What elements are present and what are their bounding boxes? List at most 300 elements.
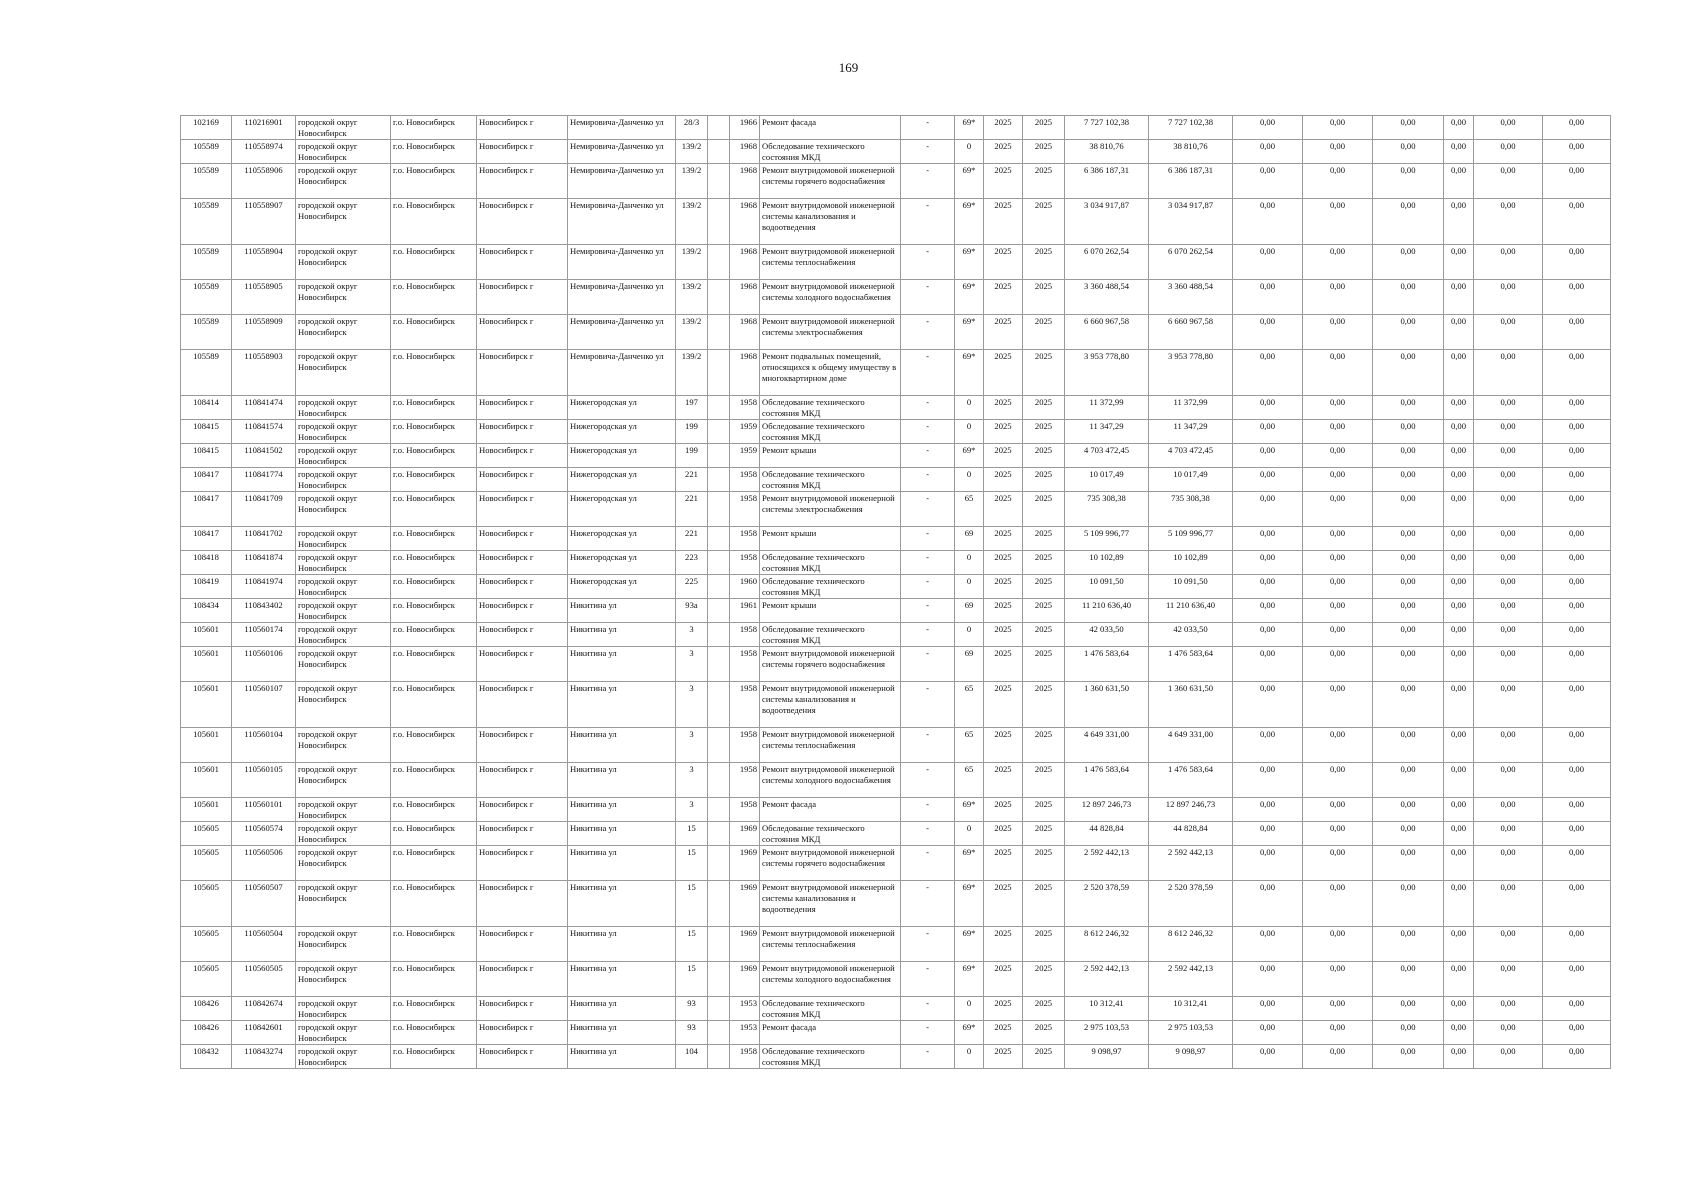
cell-budget-local: 0,00: [1373, 798, 1444, 822]
cell-budget-regional: 0,00: [1303, 420, 1373, 444]
cell-budget-regional: 0,00: [1303, 927, 1373, 962]
cell-budget-regional: 0,00: [1303, 1021, 1373, 1045]
cell-other-funds: 0,00: [1474, 962, 1543, 997]
cell-house-number: 15: [676, 822, 708, 846]
cell-owner-share: 0,00: [1444, 962, 1474, 997]
cell-start-year: 2025: [984, 962, 1023, 997]
cell-settlement: Новосибирск г: [477, 140, 568, 164]
table-row: [181, 420, 1611, 444]
cell-budget-federal: 0,00: [1233, 199, 1303, 245]
cell-building: [708, 245, 730, 280]
cell-street: Нижегородская ул: [568, 396, 676, 420]
cell-unit: -: [901, 927, 955, 962]
table-row: [181, 350, 1611, 396]
cell-municipality: городской округ Новосибирск: [296, 468, 391, 492]
cell-budget-federal: 0,00: [1233, 881, 1303, 927]
cell-work-id: 110841474: [232, 396, 296, 420]
cell-unit: -: [901, 623, 955, 647]
cell-other-funds: 0,00: [1474, 1045, 1543, 1069]
cell-municipal-district: г.о. Новосибирск: [391, 315, 477, 350]
cell-start-year: 2025: [984, 164, 1023, 199]
cell-municipal-district: г.о. Новосибирск: [391, 1045, 477, 1069]
cell-settlement: Новосибирск г: [477, 245, 568, 280]
cell-start-year: 2025: [984, 647, 1023, 682]
cell-unit: -: [901, 997, 955, 1021]
cell-street: Никитина ул: [568, 599, 676, 623]
cell-settlement: Новосибирск г: [477, 575, 568, 599]
cell-unit: -: [901, 846, 955, 881]
cell-extra-funds: 0,00: [1543, 245, 1611, 280]
cell-budget-federal: 0,00: [1233, 962, 1303, 997]
cell-municipal-district: г.о. Новосибирск: [391, 492, 477, 527]
cell-other-funds: 0,00: [1474, 444, 1543, 468]
cell-work-type: Ремонт внутридомовой инженерной системы теплоснабжения: [760, 728, 901, 763]
cell-object-id: 108434: [181, 599, 232, 623]
cell-owner-share: 0,00: [1444, 468, 1474, 492]
cell-start-year: 2025: [984, 881, 1023, 927]
cell-object-id: 108417: [181, 527, 232, 551]
cell-object-id: 105589: [181, 140, 232, 164]
cell-work-id: 110841709: [232, 492, 296, 527]
cell-municipality: городской округ Новосибирск: [296, 575, 391, 599]
cell-municipal-district: г.о. Новосибирск: [391, 997, 477, 1021]
cell-work-type: Ремонт внутридомовой инженерной системы холодного водоснабжения: [760, 962, 901, 997]
cell-unit: -: [901, 444, 955, 468]
cell-fund-cost: 3 953 778,80: [1149, 350, 1233, 396]
table-row: [181, 647, 1611, 682]
cell-end-year: 2025: [1023, 551, 1065, 575]
cell-budget-local: 0,00: [1373, 846, 1444, 881]
cell-budget-regional: 0,00: [1303, 599, 1373, 623]
cell-municipal-district: г.о. Новосибирск: [391, 647, 477, 682]
cell-building: [708, 551, 730, 575]
cell-object-id: 108415: [181, 444, 232, 468]
cell-street: Никитина ул: [568, 728, 676, 763]
cell-extra-funds: 0,00: [1543, 623, 1611, 647]
cell-owner-share: 0,00: [1444, 1045, 1474, 1069]
cell-fund-cost: 2 975 103,53: [1149, 1021, 1233, 1045]
cell-fund-cost: 4 703 472,45: [1149, 444, 1233, 468]
cell-year-built: 1958: [730, 527, 760, 551]
cell-work-type: Обследование технического состояния МКД: [760, 997, 901, 1021]
cell-budget-local: 0,00: [1373, 444, 1444, 468]
cell-building: [708, 492, 730, 527]
cell-fund-cost: 3 360 488,54: [1149, 280, 1233, 315]
cell-municipality: городской округ Новосибирск: [296, 164, 391, 199]
cell-start-year: 2025: [984, 492, 1023, 527]
cell-work-type: Ремонт внутридомовой инженерной системы горячего водоснабжения: [760, 846, 901, 881]
cell-work-type: Ремонт внутридомовой инженерной системы теплоснабжения: [760, 245, 901, 280]
cell-start-year: 2025: [984, 280, 1023, 315]
cell-unit: -: [901, 763, 955, 798]
cell-start-year: 2025: [984, 682, 1023, 728]
cell-house-number: 139/2: [676, 245, 708, 280]
cell-end-year: 2025: [1023, 962, 1065, 997]
cell-budget-federal: 0,00: [1233, 396, 1303, 420]
cell-end-year: 2025: [1023, 199, 1065, 245]
cell-building: [708, 682, 730, 728]
cell-settlement: Новосибирск г: [477, 599, 568, 623]
cell-extra-funds: 0,00: [1543, 997, 1611, 1021]
cell-building: [708, 280, 730, 315]
cell-start-year: 2025: [984, 623, 1023, 647]
cell-wear-percent: 65: [955, 728, 984, 763]
cell-budget-regional: 0,00: [1303, 350, 1373, 396]
cell-municipality: городской округ Новосибирск: [296, 315, 391, 350]
cell-year-built: 1961: [730, 599, 760, 623]
cell-settlement: Новосибирск г: [477, 997, 568, 1021]
cell-work-id: 110558903: [232, 350, 296, 396]
cell-year-built: 1953: [730, 997, 760, 1021]
cell-unit: -: [901, 116, 955, 140]
cell-municipality: городской округ Новосибирск: [296, 245, 391, 280]
cell-other-funds: 0,00: [1474, 468, 1543, 492]
cell-year-built: 1958: [730, 551, 760, 575]
cell-municipal-district: г.о. Новосибирск: [391, 444, 477, 468]
cell-work-id: 110842601: [232, 1021, 296, 1045]
cell-municipality: городской округ Новосибирск: [296, 881, 391, 927]
cell-year-built: 1968: [730, 164, 760, 199]
cell-start-year: 2025: [984, 140, 1023, 164]
cell-settlement: Новосибирск г: [477, 280, 568, 315]
cell-budget-federal: 0,00: [1233, 527, 1303, 551]
cell-end-year: 2025: [1023, 420, 1065, 444]
cell-house-number: 221: [676, 468, 708, 492]
cell-other-funds: 0,00: [1474, 280, 1543, 315]
cell-year-built: 1959: [730, 444, 760, 468]
cell-total-cost: 3 360 488,54: [1065, 280, 1149, 315]
cell-total-cost: 4 703 472,45: [1065, 444, 1149, 468]
cell-owner-share: 0,00: [1444, 728, 1474, 763]
cell-house-number: 197: [676, 396, 708, 420]
cell-extra-funds: 0,00: [1543, 420, 1611, 444]
cell-municipal-district: г.о. Новосибирск: [391, 468, 477, 492]
cell-municipal-district: г.о. Новосибирск: [391, 623, 477, 647]
cell-wear-percent: 0: [955, 997, 984, 1021]
cell-start-year: 2025: [984, 116, 1023, 140]
cell-municipality: городской округ Новосибирск: [296, 280, 391, 315]
cell-owner-share: 0,00: [1444, 420, 1474, 444]
cell-owner-share: 0,00: [1444, 164, 1474, 199]
cell-settlement: Новосибирск г: [477, 881, 568, 927]
cell-year-built: 1968: [730, 280, 760, 315]
table-row: [181, 682, 1611, 728]
cell-object-id: 105589: [181, 164, 232, 199]
cell-work-id: 110560174: [232, 623, 296, 647]
cell-other-funds: 0,00: [1474, 245, 1543, 280]
cell-municipal-district: г.о. Новосибирск: [391, 881, 477, 927]
cell-extra-funds: 0,00: [1543, 164, 1611, 199]
cell-street: Нижегородская ул: [568, 444, 676, 468]
cell-owner-share: 0,00: [1444, 315, 1474, 350]
cell-work-id: 110841574: [232, 420, 296, 444]
cell-fund-cost: 6 386 187,31: [1149, 164, 1233, 199]
cell-settlement: Новосибирск г: [477, 962, 568, 997]
cell-wear-percent: 69: [955, 527, 984, 551]
cell-unit: -: [901, 315, 955, 350]
cell-fund-cost: 11 347,29: [1149, 420, 1233, 444]
cell-owner-share: 0,00: [1444, 822, 1474, 846]
table-row: [181, 1045, 1611, 1069]
cell-house-number: 3: [676, 623, 708, 647]
cell-budget-federal: 0,00: [1233, 763, 1303, 798]
cell-object-id: 108418: [181, 551, 232, 575]
cell-total-cost: 10 102,89: [1065, 551, 1149, 575]
cell-owner-share: 0,00: [1444, 350, 1474, 396]
cell-settlement: Новосибирск г: [477, 551, 568, 575]
cell-budget-regional: 0,00: [1303, 763, 1373, 798]
cell-unit: -: [901, 199, 955, 245]
cell-object-id: 105589: [181, 199, 232, 245]
cell-budget-federal: 0,00: [1233, 280, 1303, 315]
cell-unit: -: [901, 1021, 955, 1045]
cell-street: Нижегородская ул: [568, 420, 676, 444]
cell-work-type: Ремонт внутридомовой инженерной системы теплоснабжения: [760, 927, 901, 962]
cell-wear-percent: 0: [955, 420, 984, 444]
cell-work-type: Обследование технического состояния МКД: [760, 822, 901, 846]
cell-street: Никитина ул: [568, 846, 676, 881]
cell-settlement: Новосибирск г: [477, 350, 568, 396]
cell-fund-cost: 11 372,99: [1149, 396, 1233, 420]
cell-house-number: 225: [676, 575, 708, 599]
cell-building: [708, 728, 730, 763]
cell-other-funds: 0,00: [1474, 682, 1543, 728]
cell-owner-share: 0,00: [1444, 551, 1474, 575]
cell-object-id: 105589: [181, 315, 232, 350]
cell-extra-funds: 0,00: [1543, 763, 1611, 798]
cell-settlement: Новосибирск г: [477, 116, 568, 140]
cell-other-funds: 0,00: [1474, 822, 1543, 846]
cell-budget-federal: 0,00: [1233, 140, 1303, 164]
cell-year-built: 1968: [730, 315, 760, 350]
cell-municipality: городской округ Новосибирск: [296, 420, 391, 444]
table-row: [181, 881, 1611, 927]
cell-unit: -: [901, 245, 955, 280]
cell-extra-funds: 0,00: [1543, 1045, 1611, 1069]
cell-house-number: 139/2: [676, 350, 708, 396]
cell-budget-regional: 0,00: [1303, 647, 1373, 682]
cell-other-funds: 0,00: [1474, 492, 1543, 527]
cell-municipality: городской округ Новосибирск: [296, 647, 391, 682]
cell-street: Никитина ул: [568, 822, 676, 846]
cell-budget-federal: 0,00: [1233, 927, 1303, 962]
cell-wear-percent: 69*: [955, 962, 984, 997]
cell-building: [708, 199, 730, 245]
cell-street: Немировича-Данченко ул: [568, 199, 676, 245]
cell-total-cost: 7 727 102,38: [1065, 116, 1149, 140]
cell-building: [708, 315, 730, 350]
cell-budget-federal: 0,00: [1233, 798, 1303, 822]
cell-extra-funds: 0,00: [1543, 468, 1611, 492]
cell-end-year: 2025: [1023, 116, 1065, 140]
cell-year-built: 1966: [730, 116, 760, 140]
cell-owner-share: 0,00: [1444, 682, 1474, 728]
cell-start-year: 2025: [984, 199, 1023, 245]
cell-settlement: Новосибирск г: [477, 623, 568, 647]
cell-budget-federal: 0,00: [1233, 468, 1303, 492]
table-row: [181, 798, 1611, 822]
cell-budget-federal: 0,00: [1233, 728, 1303, 763]
cell-budget-regional: 0,00: [1303, 468, 1373, 492]
table-row: [181, 599, 1611, 623]
cell-unit: -: [901, 396, 955, 420]
cell-house-number: 93: [676, 1021, 708, 1045]
cell-budget-regional: 0,00: [1303, 245, 1373, 280]
cell-end-year: 2025: [1023, 575, 1065, 599]
cell-budget-federal: 0,00: [1233, 822, 1303, 846]
cell-work-id: 110841974: [232, 575, 296, 599]
cell-settlement: Новосибирск г: [477, 527, 568, 551]
cell-other-funds: 0,00: [1474, 728, 1543, 763]
cell-year-built: 1968: [730, 199, 760, 245]
cell-wear-percent: 69*: [955, 116, 984, 140]
cell-start-year: 2025: [984, 846, 1023, 881]
cell-budget-local: 0,00: [1373, 527, 1444, 551]
cell-budget-regional: 0,00: [1303, 997, 1373, 1021]
cell-total-cost: 10 017,49: [1065, 468, 1149, 492]
cell-end-year: 2025: [1023, 396, 1065, 420]
cell-object-id: 105605: [181, 927, 232, 962]
cell-budget-regional: 0,00: [1303, 728, 1373, 763]
cell-start-year: 2025: [984, 1045, 1023, 1069]
cell-work-id: 110841702: [232, 527, 296, 551]
cell-total-cost: 6 386 187,31: [1065, 164, 1149, 199]
cell-extra-funds: 0,00: [1543, 551, 1611, 575]
cell-wear-percent: 69*: [955, 350, 984, 396]
cell-fund-cost: 1 476 583,64: [1149, 763, 1233, 798]
cell-settlement: Новосибирск г: [477, 199, 568, 245]
cell-end-year: 2025: [1023, 881, 1065, 927]
cell-fund-cost: 44 828,84: [1149, 822, 1233, 846]
cell-house-number: 221: [676, 492, 708, 527]
cell-total-cost: 2 592 442,13: [1065, 846, 1149, 881]
cell-unit: -: [901, 575, 955, 599]
cell-owner-share: 0,00: [1444, 763, 1474, 798]
cell-settlement: Новосибирск г: [477, 492, 568, 527]
cell-budget-local: 0,00: [1373, 763, 1444, 798]
table-row: [181, 199, 1611, 245]
cell-budget-federal: 0,00: [1233, 647, 1303, 682]
cell-work-id: 110560101: [232, 798, 296, 822]
cell-budget-local: 0,00: [1373, 962, 1444, 997]
cell-budget-regional: 0,00: [1303, 846, 1373, 881]
cell-house-number: 139/2: [676, 315, 708, 350]
cell-total-cost: 6 660 967,58: [1065, 315, 1149, 350]
cell-building: [708, 846, 730, 881]
cell-budget-regional: 0,00: [1303, 798, 1373, 822]
cell-budget-federal: 0,00: [1233, 492, 1303, 527]
cell-object-id: 105605: [181, 846, 232, 881]
cell-wear-percent: 0: [955, 575, 984, 599]
cell-fund-cost: 6 070 262,54: [1149, 245, 1233, 280]
cell-total-cost: 10 091,50: [1065, 575, 1149, 599]
cell-other-funds: 0,00: [1474, 116, 1543, 140]
cell-budget-federal: 0,00: [1233, 315, 1303, 350]
cell-budget-regional: 0,00: [1303, 396, 1373, 420]
cell-start-year: 2025: [984, 927, 1023, 962]
cell-municipal-district: г.о. Новосибирск: [391, 728, 477, 763]
cell-budget-local: 0,00: [1373, 140, 1444, 164]
cell-start-year: 2025: [984, 575, 1023, 599]
cell-house-number: 221: [676, 527, 708, 551]
cell-year-built: 1968: [730, 140, 760, 164]
cell-municipal-district: г.о. Новосибирск: [391, 116, 477, 140]
cell-end-year: 2025: [1023, 798, 1065, 822]
cell-work-id: 110841502: [232, 444, 296, 468]
cell-extra-funds: 0,00: [1543, 798, 1611, 822]
cell-building: [708, 623, 730, 647]
cell-municipal-district: г.о. Новосибирск: [391, 927, 477, 962]
cell-unit: -: [901, 350, 955, 396]
cell-building: [708, 822, 730, 846]
cell-work-id: 110560105: [232, 763, 296, 798]
cell-wear-percent: 0: [955, 140, 984, 164]
cell-house-number: 93: [676, 997, 708, 1021]
cell-budget-federal: 0,00: [1233, 599, 1303, 623]
repair-program-table: [180, 115, 1611, 1069]
cell-owner-share: 0,00: [1444, 280, 1474, 315]
cell-house-number: 3: [676, 647, 708, 682]
cell-end-year: 2025: [1023, 468, 1065, 492]
cell-municipality: городской округ Новосибирск: [296, 822, 391, 846]
cell-work-type: Ремонт внутридомовой инженерной системы горячего водоснабжения: [760, 647, 901, 682]
cell-fund-cost: 2 592 442,13: [1149, 846, 1233, 881]
cell-wear-percent: 69*: [955, 798, 984, 822]
cell-street: Немировича-Данченко ул: [568, 116, 676, 140]
cell-budget-local: 0,00: [1373, 822, 1444, 846]
cell-fund-cost: 10 091,50: [1149, 575, 1233, 599]
cell-wear-percent: 65: [955, 682, 984, 728]
cell-street: Немировича-Данченко ул: [568, 315, 676, 350]
cell-budget-regional: 0,00: [1303, 962, 1373, 997]
cell-other-funds: 0,00: [1474, 997, 1543, 1021]
cell-total-cost: 11 347,29: [1065, 420, 1149, 444]
cell-wear-percent: 69*: [955, 199, 984, 245]
cell-work-type: Ремонт фасада: [760, 798, 901, 822]
cell-budget-local: 0,00: [1373, 1021, 1444, 1045]
cell-extra-funds: 0,00: [1543, 527, 1611, 551]
cell-work-id: 110216901: [232, 116, 296, 140]
cell-building: [708, 881, 730, 927]
cell-owner-share: 0,00: [1444, 492, 1474, 527]
cell-other-funds: 0,00: [1474, 199, 1543, 245]
cell-wear-percent: 0: [955, 623, 984, 647]
cell-budget-regional: 0,00: [1303, 492, 1373, 527]
cell-other-funds: 0,00: [1474, 575, 1543, 599]
cell-street: Никитина ул: [568, 962, 676, 997]
cell-work-type: Обследование технического состояния МКД: [760, 623, 901, 647]
cell-unit: -: [901, 682, 955, 728]
table-row: [181, 822, 1611, 846]
cell-unit: -: [901, 551, 955, 575]
cell-house-number: 3: [676, 728, 708, 763]
cell-object-id: 108426: [181, 1021, 232, 1045]
cell-wear-percent: 69*: [955, 315, 984, 350]
table-row: [181, 763, 1611, 798]
cell-work-id: 110558904: [232, 245, 296, 280]
cell-owner-share: 0,00: [1444, 881, 1474, 927]
cell-budget-local: 0,00: [1373, 245, 1444, 280]
cell-year-built: 1969: [730, 881, 760, 927]
cell-total-cost: 11 372,99: [1065, 396, 1149, 420]
cell-object-id: 108415: [181, 420, 232, 444]
cell-fund-cost: 42 033,50: [1149, 623, 1233, 647]
cell-budget-local: 0,00: [1373, 396, 1444, 420]
cell-settlement: Новосибирск г: [477, 846, 568, 881]
cell-start-year: 2025: [984, 468, 1023, 492]
cell-building: [708, 116, 730, 140]
cell-building: [708, 927, 730, 962]
